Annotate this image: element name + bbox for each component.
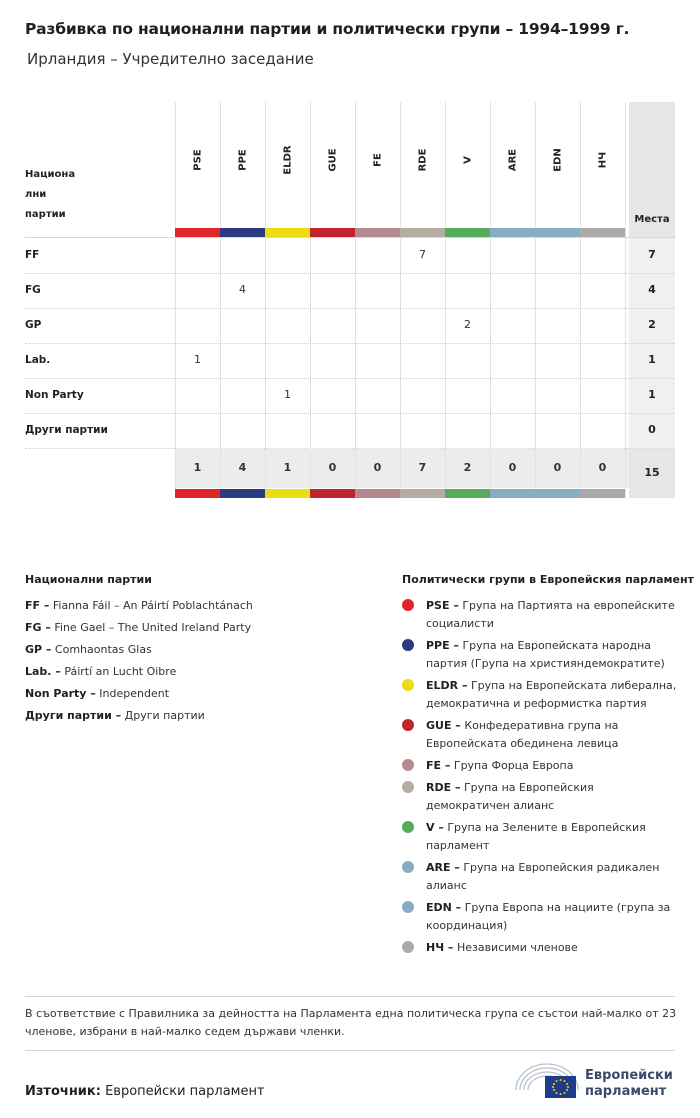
group-color-bar — [490, 228, 535, 237]
national-legend-item — [25, 621, 251, 634]
group-header-pse — [175, 100, 220, 227]
group-header-нч — [580, 100, 625, 227]
legend-name: Група на Европейската народна партия (Група на християндемократите) — [426, 639, 665, 670]
legend-abbr: НЧ – — [426, 941, 454, 954]
legend-name: Independent — [99, 687, 170, 700]
group-header-eldr — [265, 100, 310, 227]
group-color-bar — [445, 228, 490, 237]
group-color-dot — [402, 821, 414, 833]
group-color-bar — [310, 228, 355, 237]
group-header-rde — [400, 100, 445, 227]
party-row-label: Други партии — [25, 424, 108, 436]
national-legend-title: Национални партии — [25, 573, 152, 586]
group-header-label: RDE — [417, 148, 428, 172]
legend-abbr: GP – — [25, 643, 52, 656]
row-header-label — [25, 165, 85, 225]
divider — [25, 996, 675, 997]
total-cell: 7 — [418, 461, 427, 474]
legend-name: Група Форца Европа — [453, 759, 574, 772]
group-header-label: GUE — [327, 148, 338, 172]
row-header-line: лни — [25, 189, 47, 200]
national-legend-item — [25, 599, 253, 612]
row-divider — [25, 448, 675, 449]
party-row-label: Non Party — [25, 389, 84, 401]
total-cell: 1 — [193, 461, 202, 474]
group-color-dot — [402, 679, 414, 691]
seats-cell: 0 — [648, 423, 656, 436]
national-legend-item — [25, 643, 152, 656]
legend-name: Fine Gael – The United Ireland Party — [54, 621, 252, 634]
legend-name: Páirtí an Lucht Oibre — [64, 665, 177, 678]
table-cell: 1 — [284, 388, 291, 401]
group-header-edn — [535, 100, 580, 227]
legend-abbr: FF – — [25, 599, 50, 612]
table-cell: 4 — [239, 283, 246, 296]
logo-line: Европейски — [585, 1068, 673, 1083]
group-header-gue — [310, 100, 355, 227]
group-color-bar — [535, 228, 580, 237]
legend-abbr: FG – — [25, 621, 51, 634]
group-header-v — [445, 100, 490, 227]
legend-name: Група Европа на нациите (група за координация) — [426, 901, 671, 932]
seats-cell: 2 — [648, 318, 656, 331]
footnote: В съответствие с Правилника за дейността на Парламента една политическа група се състои най-малко от 23 членове, избрани в най-малко седем държави членки. — [25, 1007, 677, 1038]
group-color-bar — [265, 489, 310, 498]
group-color-bar — [175, 489, 220, 498]
legend-name: Група на Партията на европейските социалисти — [426, 599, 675, 630]
group-color-bar — [400, 489, 445, 498]
group-color-bar — [535, 489, 580, 498]
group-color-bar — [355, 228, 400, 237]
group-color-dot — [402, 639, 414, 651]
group-color-bar — [445, 489, 490, 498]
legend-abbr: EDN – — [426, 901, 462, 914]
legend-name: Група на Европейския радикален алианс — [426, 861, 660, 892]
total-cell: 0 — [553, 461, 562, 474]
group-color-dot — [402, 599, 414, 611]
total-cell: 0 — [328, 461, 337, 474]
group-color-bar — [400, 228, 445, 237]
group-color-dot — [402, 781, 414, 793]
group-color-bar — [265, 228, 310, 237]
table-cell: 1 — [194, 353, 201, 366]
group-color-bar — [580, 228, 625, 237]
row-header-line: Национа — [25, 169, 76, 180]
group-header-are — [490, 100, 535, 227]
group-header-label: ELDR — [282, 145, 293, 175]
group-header-ppe — [220, 100, 265, 227]
group-legend-text — [426, 779, 680, 815]
group-color-bar — [310, 489, 355, 498]
legend-abbr: GUE – — [426, 719, 461, 732]
legend-name: Comhaontas Glas — [54, 643, 152, 656]
group-legend-text — [426, 597, 680, 633]
legend-abbr: RDE – — [426, 781, 461, 794]
seats-cell: 1 — [648, 353, 656, 366]
group-legend-text — [426, 899, 680, 935]
source-label: Източник: — [25, 1084, 101, 1099]
group-color-dot — [402, 901, 414, 913]
group-legend-text — [426, 859, 680, 895]
source-line — [25, 1084, 265, 1099]
ep-logo — [514, 1060, 679, 1102]
group-header-label: FE — [372, 153, 383, 167]
legend-abbr: PPE – — [426, 639, 459, 652]
legend-abbr: PSE – — [426, 599, 459, 612]
group-legend-text — [426, 677, 680, 713]
total-cell: 2 — [463, 461, 472, 474]
group-color-bar — [355, 489, 400, 498]
group-header-label: EDN — [552, 148, 563, 172]
total-cell: 4 — [238, 461, 247, 474]
group-color-dot — [402, 759, 414, 771]
party-row-label: FG — [25, 284, 41, 296]
row-divider — [25, 413, 675, 414]
table-cell: 7 — [419, 248, 426, 261]
row-divider — [25, 343, 675, 344]
group-header-label: НЧ — [597, 151, 608, 169]
legend-abbr: Non Party – — [25, 687, 96, 700]
group-header-fe — [355, 100, 400, 227]
column-divider — [625, 102, 626, 498]
page-subtitle: Ирландия – Учредително заседание — [27, 50, 314, 68]
group-color-bar — [220, 489, 265, 498]
legend-abbr: Други партии – — [25, 709, 122, 722]
total-cell: 0 — [373, 461, 382, 474]
group-header-label: V — [462, 156, 473, 164]
group-header-label: ARE — [507, 148, 518, 172]
total-cell: 1 — [283, 461, 292, 474]
group-header-label: PPE — [237, 149, 248, 171]
logo-line: парламент — [585, 1084, 667, 1099]
legend-abbr: Lab. – — [25, 665, 61, 678]
row-divider — [25, 378, 675, 379]
national-legend-item — [25, 687, 169, 700]
legend-name: Други партии — [124, 709, 205, 722]
group-color-dot — [402, 719, 414, 731]
european-parliament-hemicycle-icon — [514, 1060, 580, 1100]
row-header-line: партии — [25, 209, 66, 220]
legend-abbr: ELDR – — [426, 679, 468, 692]
group-legend-text — [426, 637, 680, 673]
legend-name: Група на Зелените в Европейския парламент — [426, 821, 646, 852]
group-color-dot — [402, 941, 414, 953]
party-row-label: GP — [25, 319, 42, 331]
row-divider — [25, 273, 675, 274]
legend-abbr: V – — [426, 821, 444, 834]
group-legend-text — [426, 819, 680, 855]
group-legend-text — [426, 717, 680, 753]
party-row-label: FF — [25, 249, 40, 261]
legend-name: Fianna Fáil – An Páirtí Poblachtánach — [52, 599, 253, 612]
legend-name: Независими членове — [456, 941, 578, 954]
seats-header: Места — [634, 214, 670, 225]
legend-abbr: ARE – — [426, 861, 460, 874]
row-divider — [25, 308, 675, 309]
results-table — [0, 0, 700, 520]
national-legend-item — [25, 709, 205, 722]
legend-name: Група на Европейската либерална, демократична и реформистка партия — [426, 679, 677, 710]
total-cell: 0 — [598, 461, 607, 474]
seats-cell: 7 — [648, 248, 656, 261]
header-divider — [25, 237, 675, 238]
legend-name: Група на Европейския демократичен алианс — [426, 781, 594, 812]
legend-name: Конфедеративна група на Европейската обединена левица — [426, 719, 619, 750]
national-legend-item — [25, 665, 176, 678]
legend-abbr: FE – — [426, 759, 451, 772]
group-legend-text — [426, 757, 680, 775]
group-header-label: PSE — [192, 149, 203, 171]
group-legend-title: Политически групи в Европейския парламент — [402, 573, 694, 586]
group-color-bar — [220, 228, 265, 237]
total-cell: 0 — [508, 461, 517, 474]
divider — [25, 1050, 675, 1051]
group-legend-text — [426, 939, 680, 957]
grand-total: 15 — [644, 466, 660, 479]
table-cell: 2 — [464, 318, 471, 331]
page-title: Разбивка по национални партии и политически групи – 1994–1999 г. — [25, 20, 630, 38]
group-color-dot — [402, 861, 414, 873]
group-color-bar — [580, 489, 625, 498]
group-color-bar — [490, 489, 535, 498]
party-row-label: Lab. — [25, 354, 51, 366]
seats-cell: 4 — [648, 283, 656, 296]
source-value: Европейски парламент — [105, 1084, 265, 1099]
seats-cell: 1 — [648, 388, 656, 401]
logo-text — [585, 1068, 673, 1100]
group-color-bar — [175, 228, 220, 237]
